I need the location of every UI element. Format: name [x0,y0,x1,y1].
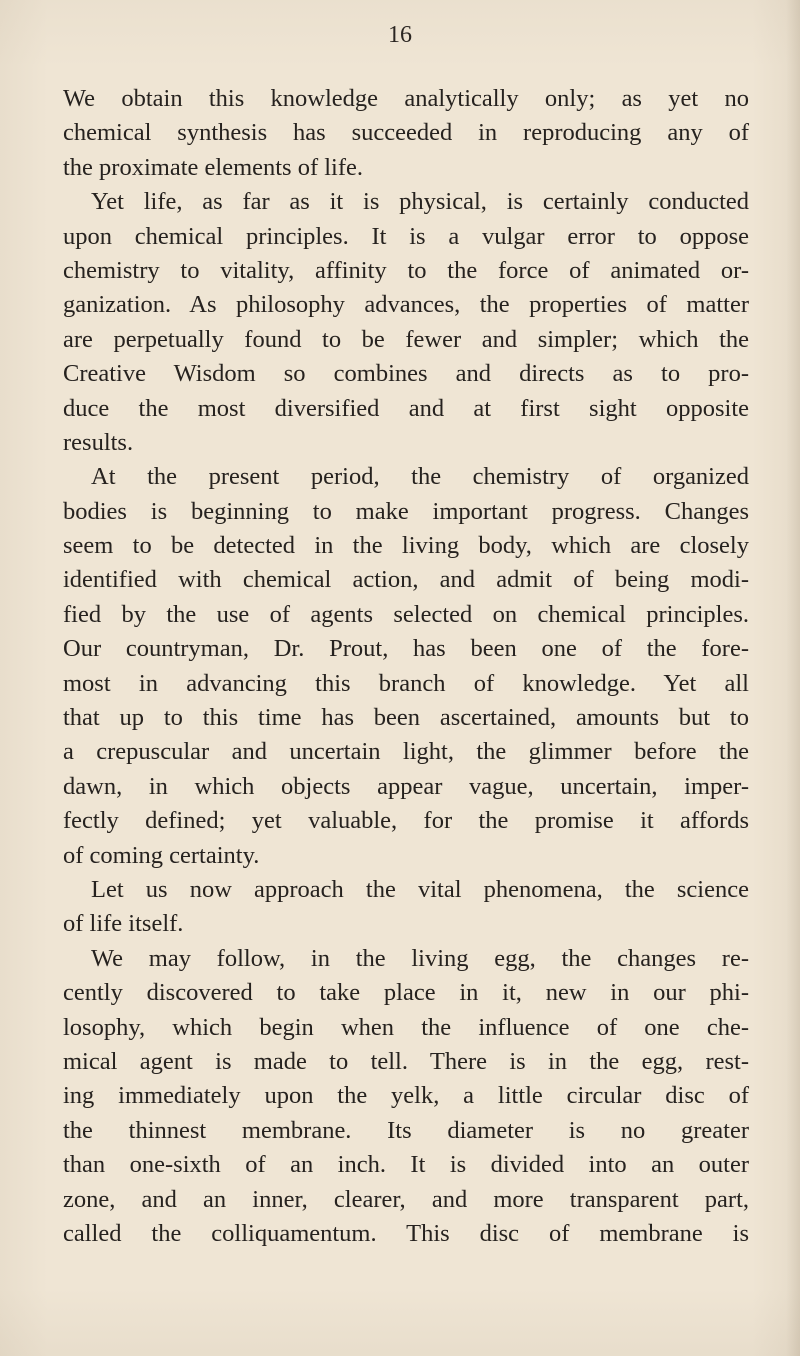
text-line: fectly defined; yet valuable, for the promise it affords [63,807,749,835]
text-line: Creative Wisdom so combines and directs as to pro- [63,360,749,388]
text-line: Let us now approach the vital phenomena, the science [91,875,749,903]
text-line: At the present period, the chemistry of organized [91,463,749,491]
body-text [63,82,749,1251]
text-line: the thinnest membrane. Its diameter is no greater [63,1116,749,1144]
text-line: than one-sixth of an inch. It is divided into an outer [63,1151,749,1179]
text-line: bodies is beginning to make important progress. Changes [63,497,749,525]
text-line: ing immediately upon the yelk, a little circular disc of [63,1082,749,1110]
text-line: results. [63,428,134,456]
text-line: are perpetually found to be fewer and simpler; which the [63,325,749,353]
text-line: mical agent is made to tell. There is in the egg, rest- [63,1047,749,1075]
text-line: duce the most diversified and at first sight opposite [63,394,749,422]
text-line: dawn, in which objects appear vague, uncertain, imper- [63,772,749,800]
page-number: 16 [388,22,412,48]
text-line: identified with chemical action, and admit of being modi- [63,566,749,594]
text-line: most in advancing this branch of knowledge. Yet all [63,669,749,697]
text-line: the proximate elements of life. [63,153,364,181]
text-line: cently discovered to take place in it, new in our phi- [63,979,749,1007]
page-edge-shadow [786,0,800,1356]
text-line: called the colliquamentum. This disc of membrane is [63,1219,749,1247]
text-line: Yet life, as far as it is physical, is certainly conducted [91,188,749,216]
text-line: of life itself. [63,910,184,938]
text-line: a crepuscular and uncertain light, the glimmer before the [63,738,749,766]
text-line: chemistry to vitality, affinity to the force of animated or- [63,256,749,284]
text-line: chemical synthesis has succeeded in reproducing any of [63,119,749,147]
text-line: that up to this time has been ascertained, amounts but to [63,704,749,732]
text-line: Our countryman, Dr. Prout, has been one of the fore- [63,635,749,663]
text-line: upon chemical principles. It is a vulgar error to oppose [63,222,749,250]
text-line: We obtain this knowledge analytically only; as yet no [63,85,749,112]
text-line: We may follow, in the living egg, the changes re- [91,944,749,972]
text-line: of coming certainty. [63,841,260,869]
text-line: ganization. As philosophy advances, the properties of matter [63,291,749,319]
text-line: fied by the use of agents selected on chemical principles. [63,600,749,628]
text-line: zone, and an inner, clearer, and more transparent part, [63,1185,749,1213]
text-line: losophy, which begin when the influence of one che- [63,1013,749,1041]
text-line: seem to be detected in the living body, which are closely [63,532,749,560]
